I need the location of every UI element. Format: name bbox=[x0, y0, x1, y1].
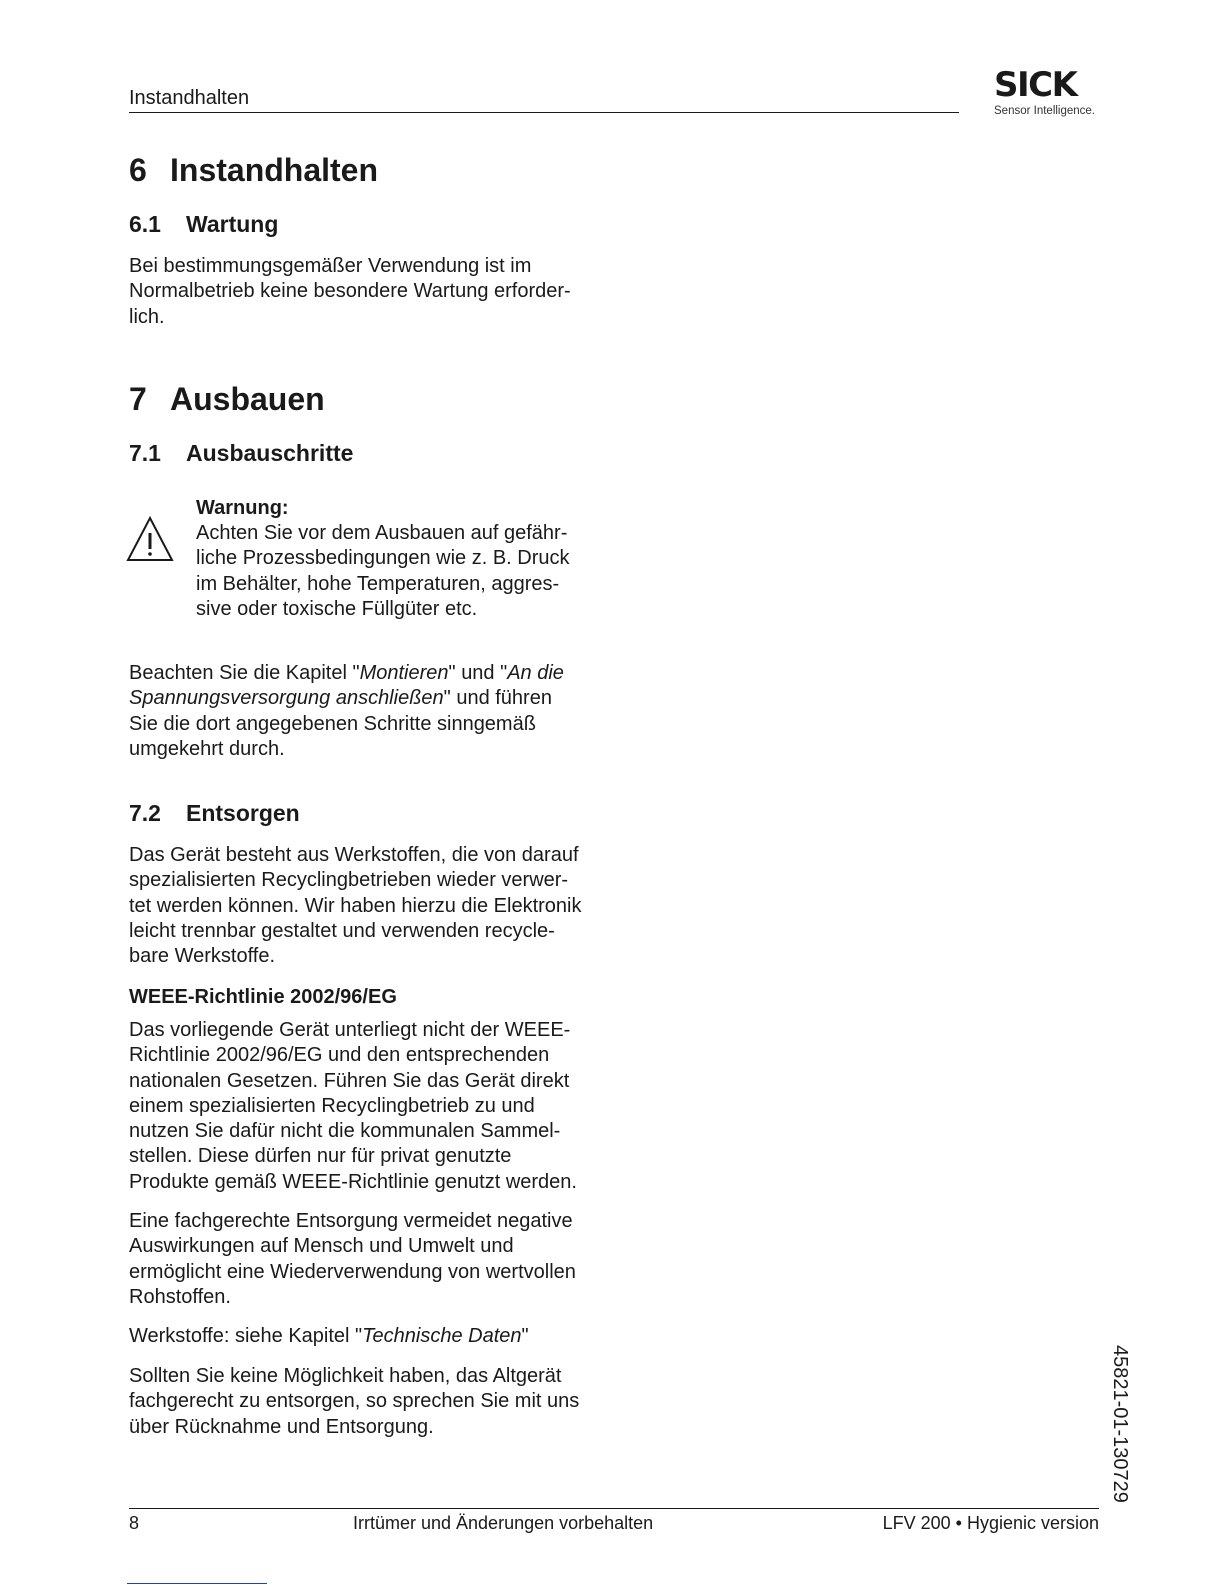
chapter-title: Instandhalten bbox=[170, 152, 379, 188]
text-line: ermöglicht eine Wiederverwendung von wertvollen bbox=[129, 1260, 576, 1283]
chapter-reference-spannung-cont: Spannungsversorgung anschließen bbox=[129, 687, 444, 710]
text-line: stellen. Diese dürfen nur für privat genutzte bbox=[129, 1145, 512, 1168]
chapter-6-heading bbox=[129, 151, 378, 189]
text-line: Auswirkungen auf Mensch und Umwelt und bbox=[129, 1235, 514, 1258]
logo-wordmark: SICK bbox=[994, 65, 1077, 105]
text-line bbox=[129, 661, 604, 686]
section-7-1-heading bbox=[129, 439, 353, 467]
text-line: Das vorliegende Gerät unterliegt nicht der WEEE- bbox=[129, 1019, 571, 1041]
chapter-number: 6 bbox=[129, 152, 147, 188]
text-line: Produkte gemäß WEEE-Richtlinie genutzt werden. bbox=[129, 1170, 577, 1193]
text-line: nutzen Sie dafür nicht die kommunalen Sammel- bbox=[129, 1120, 561, 1143]
text-line: fachgerecht zu entsorgen, so sprechen Sie mit uns bbox=[129, 1390, 580, 1413]
section-6-1-heading bbox=[129, 210, 278, 238]
page-number: 8 bbox=[129, 1513, 140, 1533]
warning-triangle-icon bbox=[125, 514, 175, 564]
text-line: sive oder toxische Füllgüter etc. bbox=[196, 597, 478, 620]
text-line bbox=[129, 686, 604, 711]
section-number: 7.1 bbox=[129, 440, 161, 466]
warning-block bbox=[196, 496, 606, 622]
disposal-paragraph-5 bbox=[129, 1364, 604, 1440]
text-run: " und " bbox=[448, 662, 508, 684]
text-run: Beachten Sie die Kapitel " bbox=[129, 662, 360, 684]
text-line: Das Gerät besteht aus Werkstoffen, die von darauf bbox=[129, 844, 579, 866]
materials-reference bbox=[129, 1324, 604, 1349]
header-rule bbox=[129, 112, 959, 113]
weee-paragraph bbox=[129, 1018, 604, 1195]
chapter-7-heading bbox=[129, 380, 325, 418]
warning-title: Warnung: bbox=[196, 497, 289, 519]
chapter-reference-technische-daten: Technische Daten bbox=[362, 1325, 522, 1347]
document-code: 45821-01-130729 bbox=[1109, 1345, 1131, 1503]
chapter-title: Ausbauen bbox=[170, 381, 325, 417]
text-line: über Rücknahme und Entsorgung. bbox=[129, 1415, 434, 1438]
text-line: Rohstoffen. bbox=[129, 1285, 231, 1308]
section-title: Entsorgen bbox=[186, 800, 300, 826]
text-line: lich. bbox=[129, 305, 165, 328]
text-run: Werkstoffe: siehe Kapitel " bbox=[129, 1325, 363, 1347]
text-line: leicht trennbar gestaltet und verwenden recycle- bbox=[129, 919, 555, 942]
text-line: im Behälter, hohe Temperaturen, aggres- bbox=[196, 572, 560, 595]
footer-rule bbox=[129, 1508, 1099, 1509]
sick-logo bbox=[994, 65, 1114, 118]
link-underline bbox=[127, 1583, 267, 1584]
chapter-reference-montieren: Montieren bbox=[359, 662, 449, 684]
text-line: bare Werkstoffe. bbox=[129, 945, 275, 968]
text-line: Sollten Sie keine Möglichkeit haben, das Altgerät bbox=[129, 1365, 562, 1387]
text-line: spezialisierten Recyclingbetrieben wieder verwer- bbox=[129, 869, 569, 892]
text-line: einem spezialisierten Recyclingbetrieb zu und bbox=[129, 1094, 535, 1117]
text-run: " und führen bbox=[443, 687, 552, 710]
disposal-paragraph-3 bbox=[129, 1209, 604, 1310]
section-title: Ausbauschritte bbox=[186, 440, 354, 466]
text-line: Bei bestimmungsgemäßer Verwendung ist im bbox=[129, 255, 532, 277]
text-line: Sie die dort angegebenen Schritte sinngemäß bbox=[129, 712, 536, 735]
chapter-reference-spannung: An die bbox=[507, 662, 564, 684]
text-line: umgekehrt durch. bbox=[129, 737, 285, 760]
text-line: nationalen Gesetzen. Führen Sie das Gerät direkt bbox=[129, 1069, 570, 1092]
footer-product: LFV 200 • Hygienic version bbox=[882, 1513, 1099, 1533]
chapter-number: 7 bbox=[129, 381, 147, 417]
running-header: Instandhalten bbox=[129, 87, 250, 109]
section-title: Wartung bbox=[186, 211, 279, 237]
logo-tagline: Sensor Intelligence. bbox=[994, 105, 1096, 117]
section-number: 7.2 bbox=[129, 800, 161, 826]
section-number: 6.1 bbox=[129, 211, 161, 237]
footer-note: Irrtümer und Änderungen vorbehalten bbox=[353, 1513, 654, 1533]
text-line bbox=[129, 1324, 604, 1349]
section-7-2-heading bbox=[129, 799, 300, 827]
text-line: Richtlinie 2002/96/EG und den entsprechenden bbox=[129, 1044, 550, 1067]
maintenance-paragraph bbox=[129, 254, 604, 330]
weee-subheading: WEEE-Richtlinie 2002/96/EG bbox=[129, 986, 397, 1008]
warning-text bbox=[196, 521, 606, 622]
text-line: Normalbetrieb keine besondere Wartung erforder- bbox=[129, 280, 571, 303]
text-line: Eine fachgerechte Entsorgung vermeidet negative bbox=[129, 1210, 573, 1232]
text-line: liche Prozessbedingungen wie z. B. Druck bbox=[196, 547, 570, 570]
dismount-paragraph bbox=[129, 661, 604, 762]
text-line: Achten Sie vor dem Ausbauen auf gefähr- bbox=[196, 522, 568, 544]
disposal-paragraph-1 bbox=[129, 843, 604, 969]
text-run: " bbox=[521, 1325, 529, 1347]
text-line: tet werden können. Wir haben hierzu die Elektronik bbox=[129, 894, 582, 917]
